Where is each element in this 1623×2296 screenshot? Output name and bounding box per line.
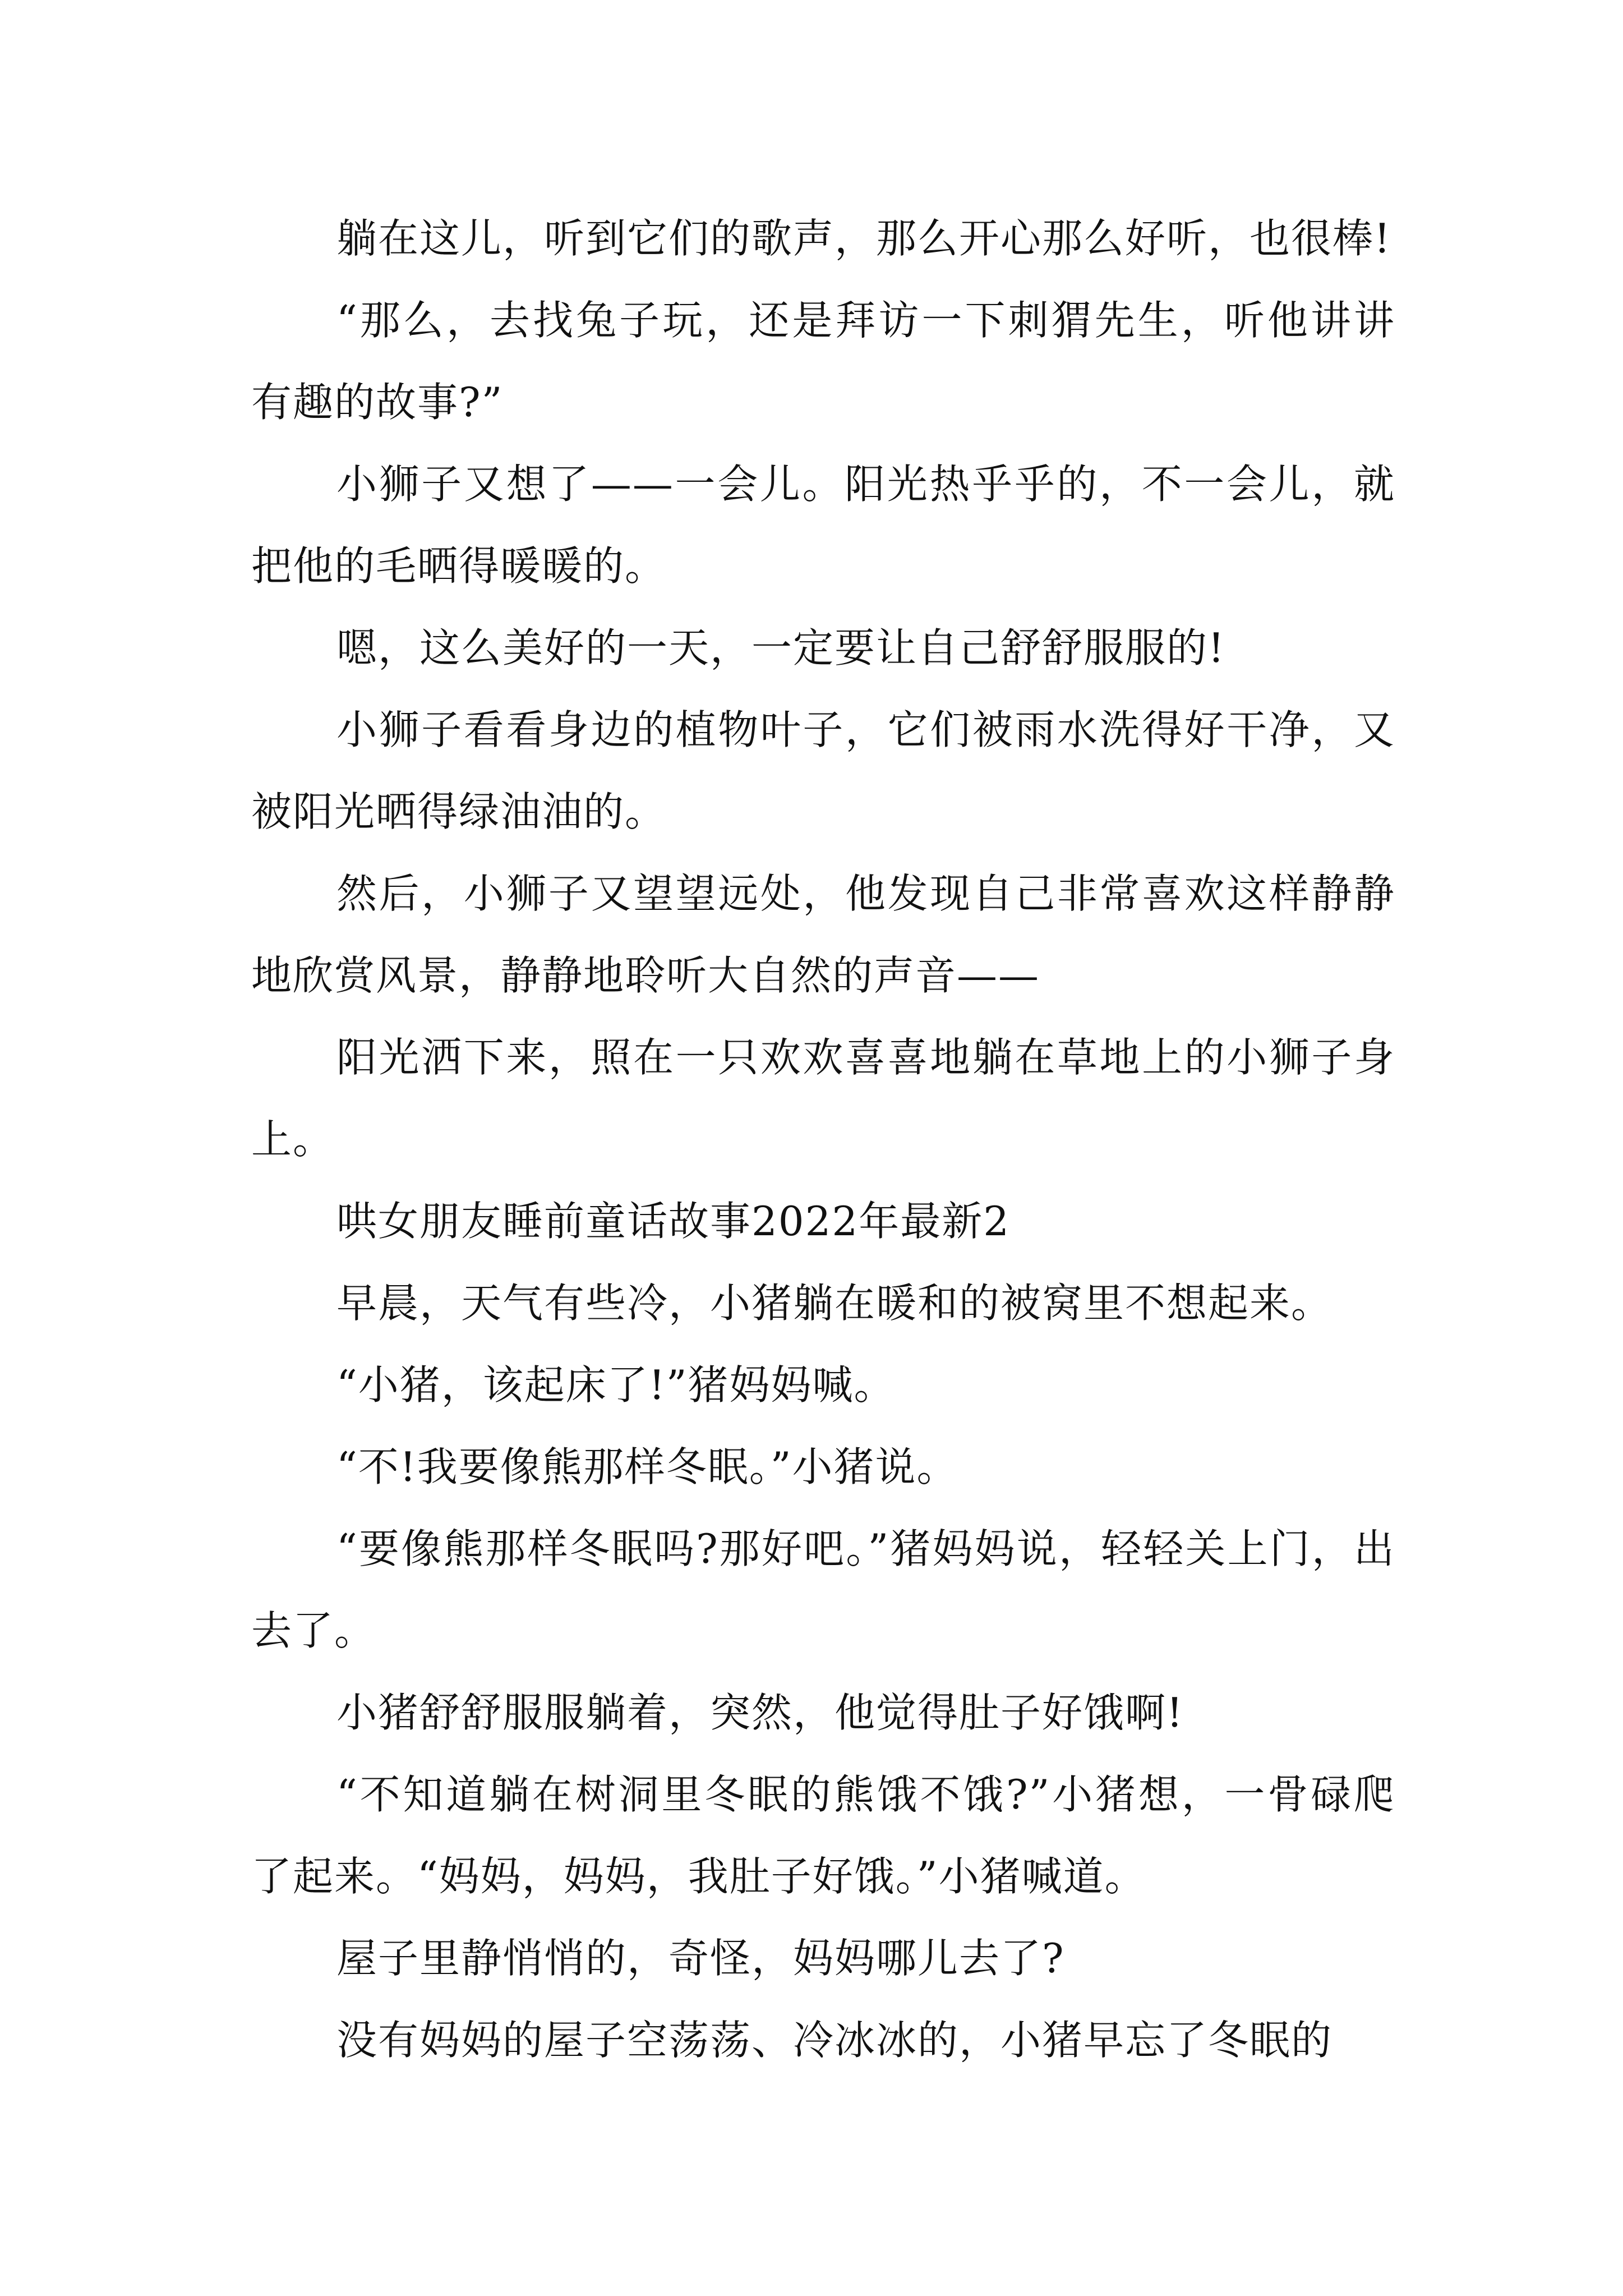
paragraph: 躺在这儿，听到它们的歌声，那么开心那么好听，也很棒! [336, 215, 1391, 262]
paragraph: 小狮子又想了——一会儿。阳光热乎乎的，不一会儿，就把他的毛晒得暖暖的。 [251, 461, 1395, 590]
paragraph: “小猪，该起床了!”猪妈妈喊。 [336, 1361, 896, 1409]
section-heading: 哄女朋友睡前童话故事2022年最新2 [336, 1198, 1011, 1245]
paragraph: 然后，小狮子又望望远处，他发现自己非常喜欢这样静静地欣赏风景，静静地聆听大自然的声音—— [251, 870, 1395, 999]
paragraph: 没有妈妈的屋子空荡荡、冷冰冰的，小猪早忘了冬眠的 [336, 2017, 1333, 2064]
paragraph: 阳光洒下来，照在一只欢欢喜喜地躺在草地上的小狮子身上。 [251, 1034, 1395, 1163]
paragraph: 嗯，这么美好的一天，一定要让自己舒舒服服的! [336, 624, 1225, 671]
paragraph: 早晨，天气有些冷，小猪躺在暖和的被窝里不想起来。 [336, 1280, 1333, 1327]
document-body [251, 197, 1395, 2081]
paragraph: “不!我要像熊那样冬眠。”小猪说。 [336, 1443, 958, 1490]
paragraph: “要像熊那样冬眠吗?那好吧。”猪妈妈说，轻轻关上门，出去了。 [251, 1525, 1395, 1654]
paragraph: 屋子里静悄悄的，奇怪，妈妈哪儿去了? [336, 1935, 1065, 1982]
paragraph: “不知道躺在树洞里冬眠的熊饿不饿?”小猪想，一骨碌爬了起来。“妈妈，妈妈，我肚子好饿。”小猪喊道。 [251, 1771, 1395, 1900]
paragraph: “那么，去找兔子玩，还是拜访一下刺猬先生，听他讲讲有趣的故事?” [251, 297, 1395, 426]
paragraph: 小猪舒舒服服躺着，突然，他觉得肚子好饿啊! [336, 1689, 1184, 1736]
paragraph: 小狮子看看身边的植物叶子，它们被雨水洗得好干净，又被阳光晒得绿油油的。 [251, 706, 1395, 835]
